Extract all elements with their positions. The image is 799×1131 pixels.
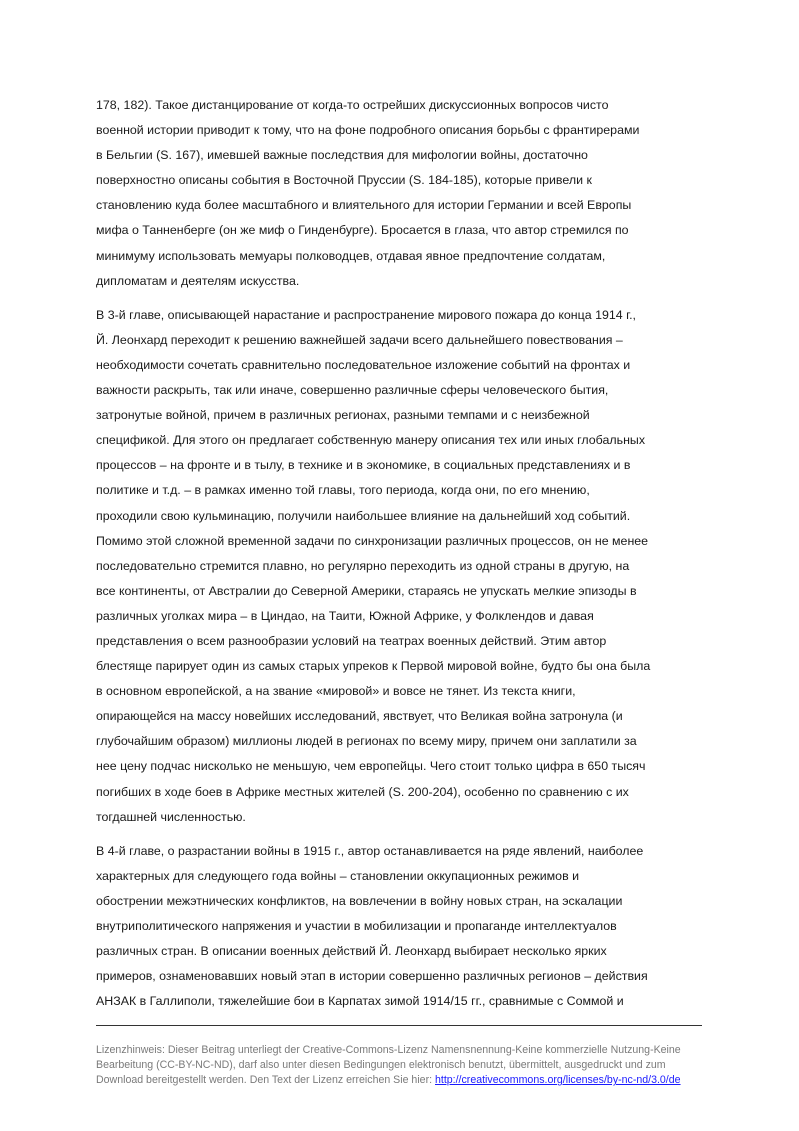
text-line: военной истории приводит к тому, что на фоне подробного описания борьбы с франтирерами — [96, 123, 640, 138]
text-line: примеров, ознаменовавших новый этап в истории совершенно различных регионов – действия — [96, 969, 648, 984]
text-line: Й. Леонхард переходит к решению важнейшей задачи всего дальнейшего повествования – — [96, 332, 623, 347]
text-line: представления о всем разнообразии условий на театрах военных действий. Этим автор — [96, 633, 607, 648]
license-line-3-text: Download bereitgestellt werden. Den Text der Lizenz erreichen Sie hier: — [96, 1074, 435, 1086]
text-line: различных стран. В описании военных действий Й. Леонхард выбирает несколько ярких — [96, 944, 607, 959]
text-line: важности раскрыть, так или иначе, совершенно различные сферы человеческого бытия, — [96, 383, 609, 398]
paragraph-2 — [96, 303, 702, 830]
text-line: В 4-й главе, о разрастании войны в 1915 г., автор останавливается на ряде явлений, наиболее — [96, 843, 644, 858]
text-line: нее цену подчас нисколько не меньшую, чем европейцы. Чего стоит только цифра в 650 тысяч — [96, 759, 646, 774]
text-line: процессов – на фронте и в тылу, в технике и в экономике, в социальных представлениях и в — [96, 458, 631, 473]
text-line: мифа о Танненберге (он же миф о Гинденбурге). Бросается в глаза, что автор стремился по — [96, 223, 629, 238]
text-line: проходили свою кульминацию, получили наибольшее влияние на дальнейший ход событий. — [96, 508, 631, 523]
text-line: спецификой. Для этого он предлагает собственную манеру описания тех или иных глобальных — [96, 433, 646, 448]
text-line: в Бельгии (S. 167), имевшей важные последствия для мифологии войны, достаточно — [96, 148, 588, 163]
license-line-1: Lizenzhinweis: Dieser Beitrag unterliegt der Creative-Commons-Lizenz Namensnennung-Keine kommerzielle Nutzung-Keine — [96, 1044, 681, 1056]
text-line: Помимо этой сложной временной задачи по синхронизации различных процессов, он не менее — [96, 533, 649, 548]
text-line: затронутые войной, причем в различных регионах, разными темпами и с неизбежной — [96, 408, 590, 423]
text-line: тогдашней численностью. — [96, 809, 246, 824]
paragraph-1 — [96, 93, 702, 294]
text-line: опирающейся на массу новейших исследований, явствует, что Великая война затронула (и — [96, 709, 623, 724]
text-line: политике и т.д. – в рамках именно той главы, того периода, когда они, по его мнению, — [96, 483, 590, 498]
text-line: характерных для следующего года войны – становлении оккупационных режимов и — [96, 868, 580, 883]
text-line: все континенты, от Австралии до Северной Америки, стараясь не упускать мелкие эпизоды в — [96, 583, 637, 598]
text-line: обострении межэтнических конфликтов, на вовлечении в войну новых стран, на эскалации — [96, 893, 623, 908]
text-line: различных уголках мира – в Циндао, на Таити, Южной Африке, у Фолклендов и давая — [96, 608, 594, 623]
text-line: АНЗАК в Галлиполи, тяжелейшие бои в Карпатах зимой 1914/15 гг., сравнимые с Соммой и — [96, 994, 624, 1009]
license-line-2: Bearbeitung (CC-BY-NC-ND), darf also unter diesen Bedingungen elektronisch benutzt, übermittelt, ausgedruckt und zum — [96, 1059, 666, 1071]
text-line: поверхностно описаны события в Восточной Пруссии (S. 184-185), которые привели к — [96, 173, 592, 188]
text-line: минимуму использовать мемуары полководцев, отдавая явное предпочтение солдатам, — [96, 248, 606, 263]
text-line: блестяще парирует один из самых старых упреков к Первой мировой войне, будто бы она была — [96, 659, 651, 674]
text-line: становлению куда более масштабного и влиятельного для истории Германии и всей Европы — [96, 198, 632, 213]
text-line: необходимости сочетать сравнительно последовательное изложение событий на фронтах и — [96, 357, 631, 372]
body-text — [96, 93, 702, 1023]
paragraph-3 — [96, 839, 702, 1015]
text-line: внутриполитического напряжения и участии в мобилизации и пропаганде интеллектуалов — [96, 919, 617, 933]
text-line: В 3-й главе, описывающей нарастание и распространение мирового пожара до конца 1914 г., — [96, 307, 636, 322]
text-line: глубочайшим образом) миллионы людей в регионах по всему миру, причем они заплатили за — [96, 734, 637, 749]
text-line: 178, 182). Такое дистанцирование от когда-то острейших дискуссионных вопросов чисто — [96, 98, 609, 112]
footer-divider — [96, 1025, 702, 1026]
text-line: последовательно стремится плавно, но регулярно переходить из одной страны в другую, на — [96, 558, 630, 573]
license-footer — [96, 1043, 716, 1088]
text-line: в основном европейской, а на звание «мировой» и вовсе не тянет. Из текста книги, — [96, 684, 576, 699]
text-line: дипломатам и деятелям искусства. — [96, 273, 300, 288]
license-line-3 — [96, 1073, 716, 1088]
text-line: погибших в ходе боев в Африке местных жителей (S. 200-204), особенно по сравнению с их — [96, 784, 629, 799]
license-link[interactable]: http://creativecommons.org/licenses/by-nc-nd/3.0/de — [435, 1074, 681, 1086]
